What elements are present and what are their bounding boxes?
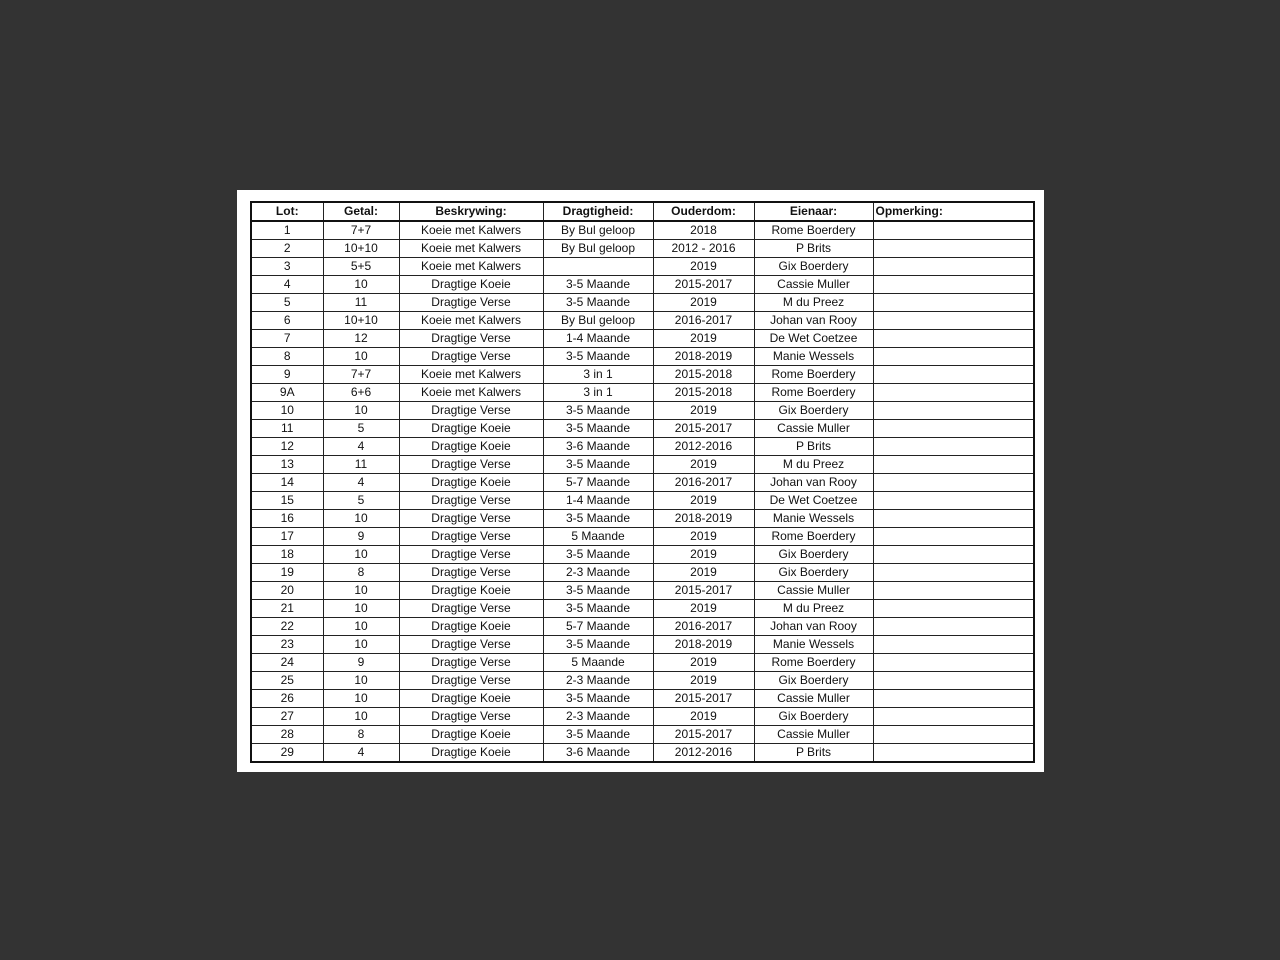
cell-opmerking [873, 402, 1034, 420]
cell-lot: 28 [251, 726, 323, 744]
cell-opmerking [873, 366, 1034, 384]
cell-dragtigheid: 2-3 Maande [543, 672, 653, 690]
cell-ouderdom: 2019 [653, 258, 754, 276]
header-lot: Lot: [251, 202, 323, 221]
cell-beskrywing: Dragtige Verse [399, 600, 543, 618]
cell-ouderdom: 2016-2017 [653, 312, 754, 330]
table-body [251, 221, 1034, 762]
table-row [251, 726, 1034, 744]
cell-ouderdom: 2015-2017 [653, 690, 754, 708]
table-row [251, 618, 1034, 636]
cell-getal: 4 [323, 438, 399, 456]
cell-lot: 19 [251, 564, 323, 582]
table-row [251, 636, 1034, 654]
cell-dragtigheid: 3-5 Maande [543, 402, 653, 420]
cell-opmerking [873, 726, 1034, 744]
cell-eienaar: M du Preez [754, 600, 873, 618]
cell-getal: 10 [323, 348, 399, 366]
cell-ouderdom: 2016-2017 [653, 474, 754, 492]
cell-beskrywing: Koeie met Kalwers [399, 240, 543, 258]
cell-opmerking [873, 564, 1034, 582]
cell-beskrywing: Dragtige Verse [399, 330, 543, 348]
cell-ouderdom: 2019 [653, 402, 754, 420]
cell-ouderdom: 2019 [653, 294, 754, 312]
table-row [251, 528, 1034, 546]
cell-dragtigheid: 1-4 Maande [543, 330, 653, 348]
table-row [251, 420, 1034, 438]
cell-ouderdom: 2018-2019 [653, 510, 754, 528]
cell-eienaar: Gix Boerdery [754, 546, 873, 564]
table-row [251, 564, 1034, 582]
cell-ouderdom: 2019 [653, 672, 754, 690]
cell-getal: 10 [323, 546, 399, 564]
cell-eienaar: Gix Boerdery [754, 672, 873, 690]
table-row [251, 600, 1034, 618]
cell-dragtigheid: By Bul geloop [543, 240, 653, 258]
cell-ouderdom: 2019 [653, 456, 754, 474]
cell-lot: 17 [251, 528, 323, 546]
cell-getal: 8 [323, 564, 399, 582]
cell-beskrywing: Dragtige Verse [399, 528, 543, 546]
cell-getal: 10 [323, 618, 399, 636]
cell-dragtigheid: 3-5 Maande [543, 510, 653, 528]
cell-ouderdom: 2019 [653, 654, 754, 672]
cell-ouderdom: 2019 [653, 528, 754, 546]
cell-dragtigheid [543, 258, 653, 276]
cell-lot: 23 [251, 636, 323, 654]
cell-opmerking [873, 528, 1034, 546]
table-row [251, 276, 1034, 294]
cell-opmerking [873, 474, 1034, 492]
cell-beskrywing: Dragtige Koeie [399, 420, 543, 438]
cell-eienaar: Rome Boerdery [754, 654, 873, 672]
cell-beskrywing: Dragtige Koeie [399, 726, 543, 744]
cell-beskrywing: Dragtige Koeie [399, 582, 543, 600]
cell-dragtigheid: 3-5 Maande [543, 546, 653, 564]
cell-beskrywing: Dragtige Koeie [399, 438, 543, 456]
cell-opmerking [873, 438, 1034, 456]
cell-lot: 12 [251, 438, 323, 456]
cell-beskrywing: Dragtige Verse [399, 546, 543, 564]
cell-beskrywing: Dragtige Verse [399, 294, 543, 312]
table-row [251, 348, 1034, 366]
cell-getal: 10 [323, 636, 399, 654]
cell-getal: 10 [323, 276, 399, 294]
cell-ouderdom: 2016-2017 [653, 618, 754, 636]
cell-lot: 5 [251, 294, 323, 312]
cell-opmerking [873, 654, 1034, 672]
cell-dragtigheid: 3-5 Maande [543, 600, 653, 618]
cell-dragtigheid: 5 Maande [543, 528, 653, 546]
cell-eienaar: Gix Boerdery [754, 258, 873, 276]
cell-getal: 9 [323, 654, 399, 672]
cell-dragtigheid: 5 Maande [543, 654, 653, 672]
cell-opmerking [873, 708, 1034, 726]
cell-ouderdom: 2012-2016 [653, 744, 754, 763]
cell-lot: 16 [251, 510, 323, 528]
cell-ouderdom: 2015-2017 [653, 276, 754, 294]
cell-eienaar: P Brits [754, 744, 873, 763]
header-beskrywing: Beskrywing: [399, 202, 543, 221]
cell-lot: 1 [251, 221, 323, 240]
cell-ouderdom: 2015-2017 [653, 726, 754, 744]
cell-ouderdom: 2012 - 2016 [653, 240, 754, 258]
cell-dragtigheid: 3 in 1 [543, 366, 653, 384]
cell-eienaar: Gix Boerdery [754, 402, 873, 420]
cell-beskrywing: Koeie met Kalwers [399, 258, 543, 276]
cell-lot: 10 [251, 402, 323, 420]
cell-ouderdom: 2018-2019 [653, 348, 754, 366]
cell-opmerking [873, 456, 1034, 474]
cell-ouderdom: 2015-2017 [653, 420, 754, 438]
cell-eienaar: De Wet Coetzee [754, 330, 873, 348]
cell-getal: 6+6 [323, 384, 399, 402]
cell-beskrywing: Dragtige Verse [399, 456, 543, 474]
cell-eienaar: Manie Wessels [754, 636, 873, 654]
cell-lot: 26 [251, 690, 323, 708]
cell-eienaar: Cassie Muller [754, 726, 873, 744]
header-getal: Getal: [323, 202, 399, 221]
table-row [251, 510, 1034, 528]
cell-beskrywing: Koeie met Kalwers [399, 312, 543, 330]
table-row [251, 582, 1034, 600]
cell-ouderdom: 2018-2019 [653, 636, 754, 654]
cell-ouderdom: 2019 [653, 564, 754, 582]
cell-dragtigheid: 3-5 Maande [543, 420, 653, 438]
table-row [251, 258, 1034, 276]
cell-getal: 4 [323, 744, 399, 763]
table-row [251, 366, 1034, 384]
cell-ouderdom: 2015-2018 [653, 366, 754, 384]
cell-ouderdom: 2015-2018 [653, 384, 754, 402]
cell-eienaar: P Brits [754, 240, 873, 258]
cell-beskrywing: Dragtige Koeie [399, 690, 543, 708]
cell-getal: 9 [323, 528, 399, 546]
cell-lot: 13 [251, 456, 323, 474]
cell-opmerking [873, 348, 1034, 366]
cell-dragtigheid: 3-5 Maande [543, 294, 653, 312]
auction-lot-table [250, 201, 1035, 763]
table-row [251, 294, 1034, 312]
cell-ouderdom: 2019 [653, 546, 754, 564]
cell-getal: 7+7 [323, 221, 399, 240]
cell-eienaar: Gix Boerdery [754, 564, 873, 582]
cell-opmerking [873, 258, 1034, 276]
table-row [251, 330, 1034, 348]
cell-opmerking [873, 276, 1034, 294]
cell-dragtigheid: 3-6 Maande [543, 438, 653, 456]
cell-opmerking [873, 546, 1034, 564]
cell-eienaar: Johan van Rooy [754, 618, 873, 636]
table-row [251, 456, 1034, 474]
cell-eienaar: Cassie Muller [754, 582, 873, 600]
cell-dragtigheid: 3-5 Maande [543, 690, 653, 708]
cell-getal: 5+5 [323, 258, 399, 276]
header-dragtigheid: Dragtigheid: [543, 202, 653, 221]
header-opmerking: Opmerking: [873, 202, 1034, 221]
cell-lot: 25 [251, 672, 323, 690]
cell-eienaar: Cassie Muller [754, 690, 873, 708]
cell-dragtigheid: 5-7 Maande [543, 474, 653, 492]
cell-lot: 24 [251, 654, 323, 672]
header-row [251, 202, 1034, 221]
cell-dragtigheid: By Bul geloop [543, 312, 653, 330]
cell-opmerking [873, 618, 1034, 636]
table-row [251, 221, 1034, 240]
cell-eienaar: De Wet Coetzee [754, 492, 873, 510]
cell-opmerking [873, 690, 1034, 708]
cell-getal: 10 [323, 510, 399, 528]
table-row [251, 690, 1034, 708]
cell-eienaar: P Brits [754, 438, 873, 456]
cell-opmerking [873, 510, 1034, 528]
cell-lot: 4 [251, 276, 323, 294]
cell-beskrywing: Dragtige Koeie [399, 618, 543, 636]
cell-ouderdom: 2019 [653, 330, 754, 348]
cell-beskrywing: Dragtige Verse [399, 654, 543, 672]
cell-getal: 12 [323, 330, 399, 348]
cell-opmerking [873, 600, 1034, 618]
document-page [237, 190, 1044, 772]
cell-ouderdom: 2019 [653, 600, 754, 618]
cell-lot: 11 [251, 420, 323, 438]
cell-eienaar: Cassie Muller [754, 276, 873, 294]
cell-opmerking [873, 312, 1034, 330]
cell-opmerking [873, 492, 1034, 510]
header-eienaar: Eienaar: [754, 202, 873, 221]
cell-eienaar: M du Preez [754, 456, 873, 474]
cell-lot: 9 [251, 366, 323, 384]
cell-dragtigheid: 5-7 Maande [543, 618, 653, 636]
cell-dragtigheid: 2-3 Maande [543, 564, 653, 582]
cell-beskrywing: Dragtige Verse [399, 510, 543, 528]
cell-beskrywing: Dragtige Koeie [399, 744, 543, 763]
table-row [251, 384, 1034, 402]
cell-dragtigheid: 3-5 Maande [543, 636, 653, 654]
cell-getal: 5 [323, 492, 399, 510]
table-row [251, 492, 1034, 510]
table-row [251, 654, 1034, 672]
cell-dragtigheid: 3 in 1 [543, 384, 653, 402]
cell-eienaar: Manie Wessels [754, 348, 873, 366]
cell-getal: 11 [323, 456, 399, 474]
cell-lot: 18 [251, 546, 323, 564]
cell-lot: 9A [251, 384, 323, 402]
cell-getal: 10 [323, 708, 399, 726]
cell-dragtigheid: By Bul geloop [543, 221, 653, 240]
table-row [251, 708, 1034, 726]
cell-getal: 4 [323, 474, 399, 492]
cell-dragtigheid: 3-5 Maande [543, 348, 653, 366]
cell-eienaar: Rome Boerdery [754, 384, 873, 402]
cell-beskrywing: Dragtige Verse [399, 636, 543, 654]
cell-beskrywing: Dragtige Verse [399, 672, 543, 690]
cell-getal: 10 [323, 582, 399, 600]
cell-eienaar: Cassie Muller [754, 420, 873, 438]
cell-getal: 11 [323, 294, 399, 312]
cell-lot: 22 [251, 618, 323, 636]
cell-lot: 15 [251, 492, 323, 510]
cell-beskrywing: Dragtige Verse [399, 402, 543, 420]
cell-lot: 3 [251, 258, 323, 276]
cell-lot: 7 [251, 330, 323, 348]
cell-getal: 10 [323, 402, 399, 420]
cell-opmerking [873, 294, 1034, 312]
cell-getal: 10 [323, 600, 399, 618]
cell-eienaar: Johan van Rooy [754, 312, 873, 330]
cell-ouderdom: 2019 [653, 708, 754, 726]
cell-dragtigheid: 3-5 Maande [543, 276, 653, 294]
cell-ouderdom: 2018 [653, 221, 754, 240]
cell-beskrywing: Koeie met Kalwers [399, 366, 543, 384]
cell-eienaar: Rome Boerdery [754, 366, 873, 384]
cell-lot: 6 [251, 312, 323, 330]
cell-lot: 2 [251, 240, 323, 258]
cell-lot: 27 [251, 708, 323, 726]
cell-beskrywing: Koeie met Kalwers [399, 221, 543, 240]
cell-lot: 8 [251, 348, 323, 366]
cell-ouderdom: 2019 [653, 492, 754, 510]
cell-getal: 10 [323, 690, 399, 708]
cell-beskrywing: Dragtige Verse [399, 492, 543, 510]
cell-opmerking [873, 420, 1034, 438]
cell-dragtigheid: 3-5 Maande [543, 582, 653, 600]
cell-getal: 8 [323, 726, 399, 744]
table-row [251, 474, 1034, 492]
cell-opmerking [873, 636, 1034, 654]
cell-beskrywing: Dragtige Verse [399, 348, 543, 366]
cell-getal: 10+10 [323, 240, 399, 258]
table-row [251, 672, 1034, 690]
cell-beskrywing: Dragtige Verse [399, 708, 543, 726]
cell-eienaar: Rome Boerdery [754, 528, 873, 546]
cell-beskrywing: Dragtige Koeie [399, 276, 543, 294]
table-row [251, 240, 1034, 258]
cell-eienaar: M du Preez [754, 294, 873, 312]
cell-opmerking [873, 240, 1034, 258]
table-row [251, 744, 1034, 763]
table-row [251, 546, 1034, 564]
cell-opmerking [873, 744, 1034, 763]
cell-eienaar: Johan van Rooy [754, 474, 873, 492]
cell-getal: 5 [323, 420, 399, 438]
cell-opmerking [873, 582, 1034, 600]
cell-lot: 29 [251, 744, 323, 763]
cell-dragtigheid: 3-6 Maande [543, 744, 653, 763]
cell-eienaar: Rome Boerdery [754, 221, 873, 240]
cell-beskrywing: Dragtige Koeie [399, 474, 543, 492]
cell-getal: 10 [323, 672, 399, 690]
cell-opmerking [873, 221, 1034, 240]
cell-ouderdom: 2015-2017 [653, 582, 754, 600]
cell-dragtigheid: 3-5 Maande [543, 456, 653, 474]
cell-opmerking [873, 384, 1034, 402]
cell-lot: 20 [251, 582, 323, 600]
cell-lot: 14 [251, 474, 323, 492]
header-ouderdom: Ouderdom: [653, 202, 754, 221]
table-row [251, 402, 1034, 420]
table-row [251, 312, 1034, 330]
cell-dragtigheid: 1-4 Maande [543, 492, 653, 510]
cell-opmerking [873, 330, 1034, 348]
cell-eienaar: Gix Boerdery [754, 708, 873, 726]
cell-ouderdom: 2012-2016 [653, 438, 754, 456]
cell-opmerking [873, 672, 1034, 690]
cell-eienaar: Manie Wessels [754, 510, 873, 528]
cell-beskrywing: Koeie met Kalwers [399, 384, 543, 402]
cell-beskrywing: Dragtige Verse [399, 564, 543, 582]
cell-dragtigheid: 2-3 Maande [543, 708, 653, 726]
table-row [251, 438, 1034, 456]
cell-lot: 21 [251, 600, 323, 618]
cell-getal: 10+10 [323, 312, 399, 330]
cell-dragtigheid: 3-5 Maande [543, 726, 653, 744]
cell-getal: 7+7 [323, 366, 399, 384]
